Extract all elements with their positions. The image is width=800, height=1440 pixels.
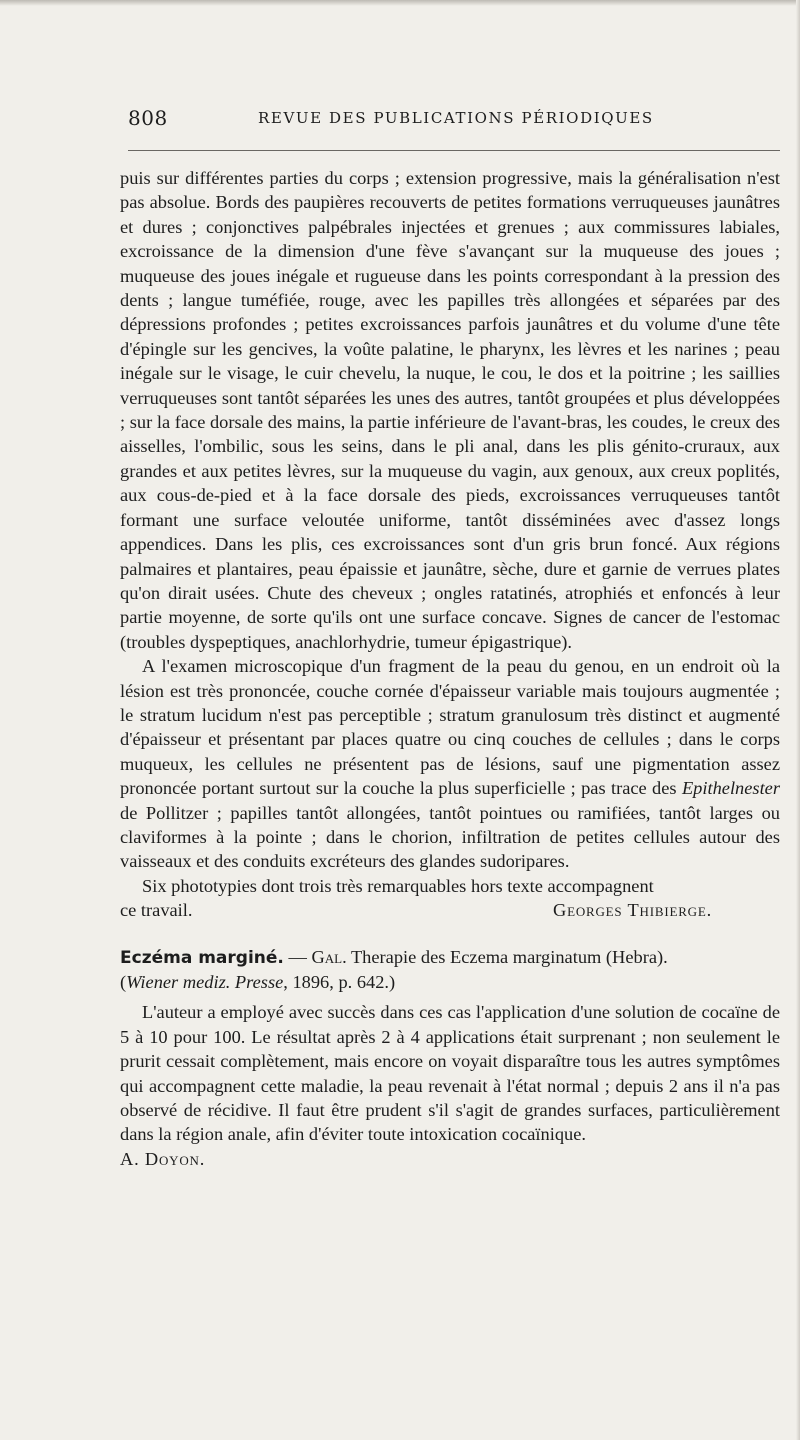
article2-signature: A. Doyon. [120,1148,206,1169]
article1-paragraph1: puis sur différentes parties du corps ; extension progressive, mais la généralisation n'est pas absolue. Bords des paupières recouverts de petites formations verruqueuses jaunâtres et dures ; conjonctives palpébrales injectées et grenues ; aux commissures labiales, excroissance de la dimension d'une fève s'avançant sur la muqueuse des joues ; muqueuse des joues inégale et rugueuse dans les points correspondant à la pression des dents ; langue tuméfiée, rouge, avec les papilles très allongées et séparées par des dépressions profondes ; petites excroissances parfois jaunâtres et du volume d'une tête d'épingle sur les gencives, la voûte palatine, le pharynx, les lèvres et les narines ; peau inégale sur le visage, le cuir chevelu, la nuque, le cou, le dos et la poitrine ; les saillies verruqueuses sont tantôt séparées les unes des autres, tantôt groupées et plus développées ; sur la face dorsale des mains, la partie inférieure de l'avant-bras, les coudes, le creux des aisselles, l'ombilic, sous les seins, dans le pli anal, dans les plis génito-cruraux, aux grandes et aux petites lèvres, sur la muqueuse du vagin, aux genoux, aux creux poplités, aux cous-de-pied et à la face dorsale des pieds, excroissances verruqueuses tantôt formant une surface veloutée uniforme, tantôt disséminées avec d'assez longs appendices. Dans les plis, ces excroissances sont d'un gris brun foncé. Aux régions palmaires et plantaires, peau épaissie et jaunâtre, sèche, dure et garnie de verrues plates qu'on dirait usées. Chute des cheveux ; ongles ratatinés, atrophiés et enfoncés à leur partie moyenne, de sorte qu'ils ont une surface concave. Signes de cancer de l'estomac (troubles dyspeptiques, anachlorhydrie, tumeur épigastrique). [120,168,780,652]
source-rest: , 1896, p. 642.) [283,972,396,992]
article2-paragraph: L'auteur a employé avec succès dans ces cas l'application d'une solution de cocaïne de 5 à 10 pour 100. Le résultat après 2 à 4 applications était surprenant ; non seulement le prurit cessait complètement, mais encore on voyait disparaître tous les autres symptômes qui accompagnent cette maladie, la peau revenait à l'état normal ; depuis 2 ans il n'a pas observé de récidive. Il faut être prudent s'il s'agit de grandes surfaces, particulièrement dans la région anale, afin d'éviter toute intoxication cocaïnique. [120,1002,780,1145]
article2-heading [120,945,780,970]
paragraph2-text-b: de Pollitzer ; papilles tantôt allongées, tantôt pointues ou ramifiées, tantôt larges ou claviformes à la pointe ; dans le chorion, infiltration de petites cellules autour des vaisseaux et des conduits excréteurs des glandes sudoripares. [120,802,780,872]
page-right-edge [796,0,800,1440]
page-body [120,166,780,1171]
article1-paragraph2 [120,654,780,874]
article1-closing-row [120,898,780,922]
article2-author: Gal. [311,946,347,967]
header-rule [128,150,780,151]
article1-paragraph3: Six phototypies dont trois très remarquables hors texte accompagnent [142,875,654,896]
source-open: ( [120,972,127,992]
page-top-shadow [0,0,800,6]
page-number: 808 [128,106,168,130]
article1-paragraph3-end: ce travail. [120,900,193,921]
article2-title: Eczéma marginé. [120,947,284,968]
article2-source [120,970,780,994]
article2-title-rest: Therapie des Eczema marginatum (Hebra). [346,946,668,967]
paragraph2-text-a: A l'examen microscopique d'un fragment de la peau du genou, en un endroit où la lésion est très prononcée, couche cornée d'épaisseur variable mais toujours augmentée ; le stratum lucidum n'est pas perceptible ; stratum granulosum très distinct et augmenté d'épaisseur et présentant par places quatre ou cinq couches de cellules ; dans le corps muqueux, les cellules ne présentent pas de lésions, sauf une pigmentation assez prononcée portant surtout sur la couche la plus superficielle ; pas trace des [120,656,780,799]
paragraph2-italic-term: Epithelnester [681,778,780,799]
running-title: REVUE DES PUBLICATIONS PÉRIODIQUES [258,109,654,127]
source-journal: Wiener mediz. Presse [126,972,284,992]
page-header [128,106,780,134]
article2-separator: — [283,946,312,967]
article1-signature: Georges Thibierge. [553,900,712,921]
